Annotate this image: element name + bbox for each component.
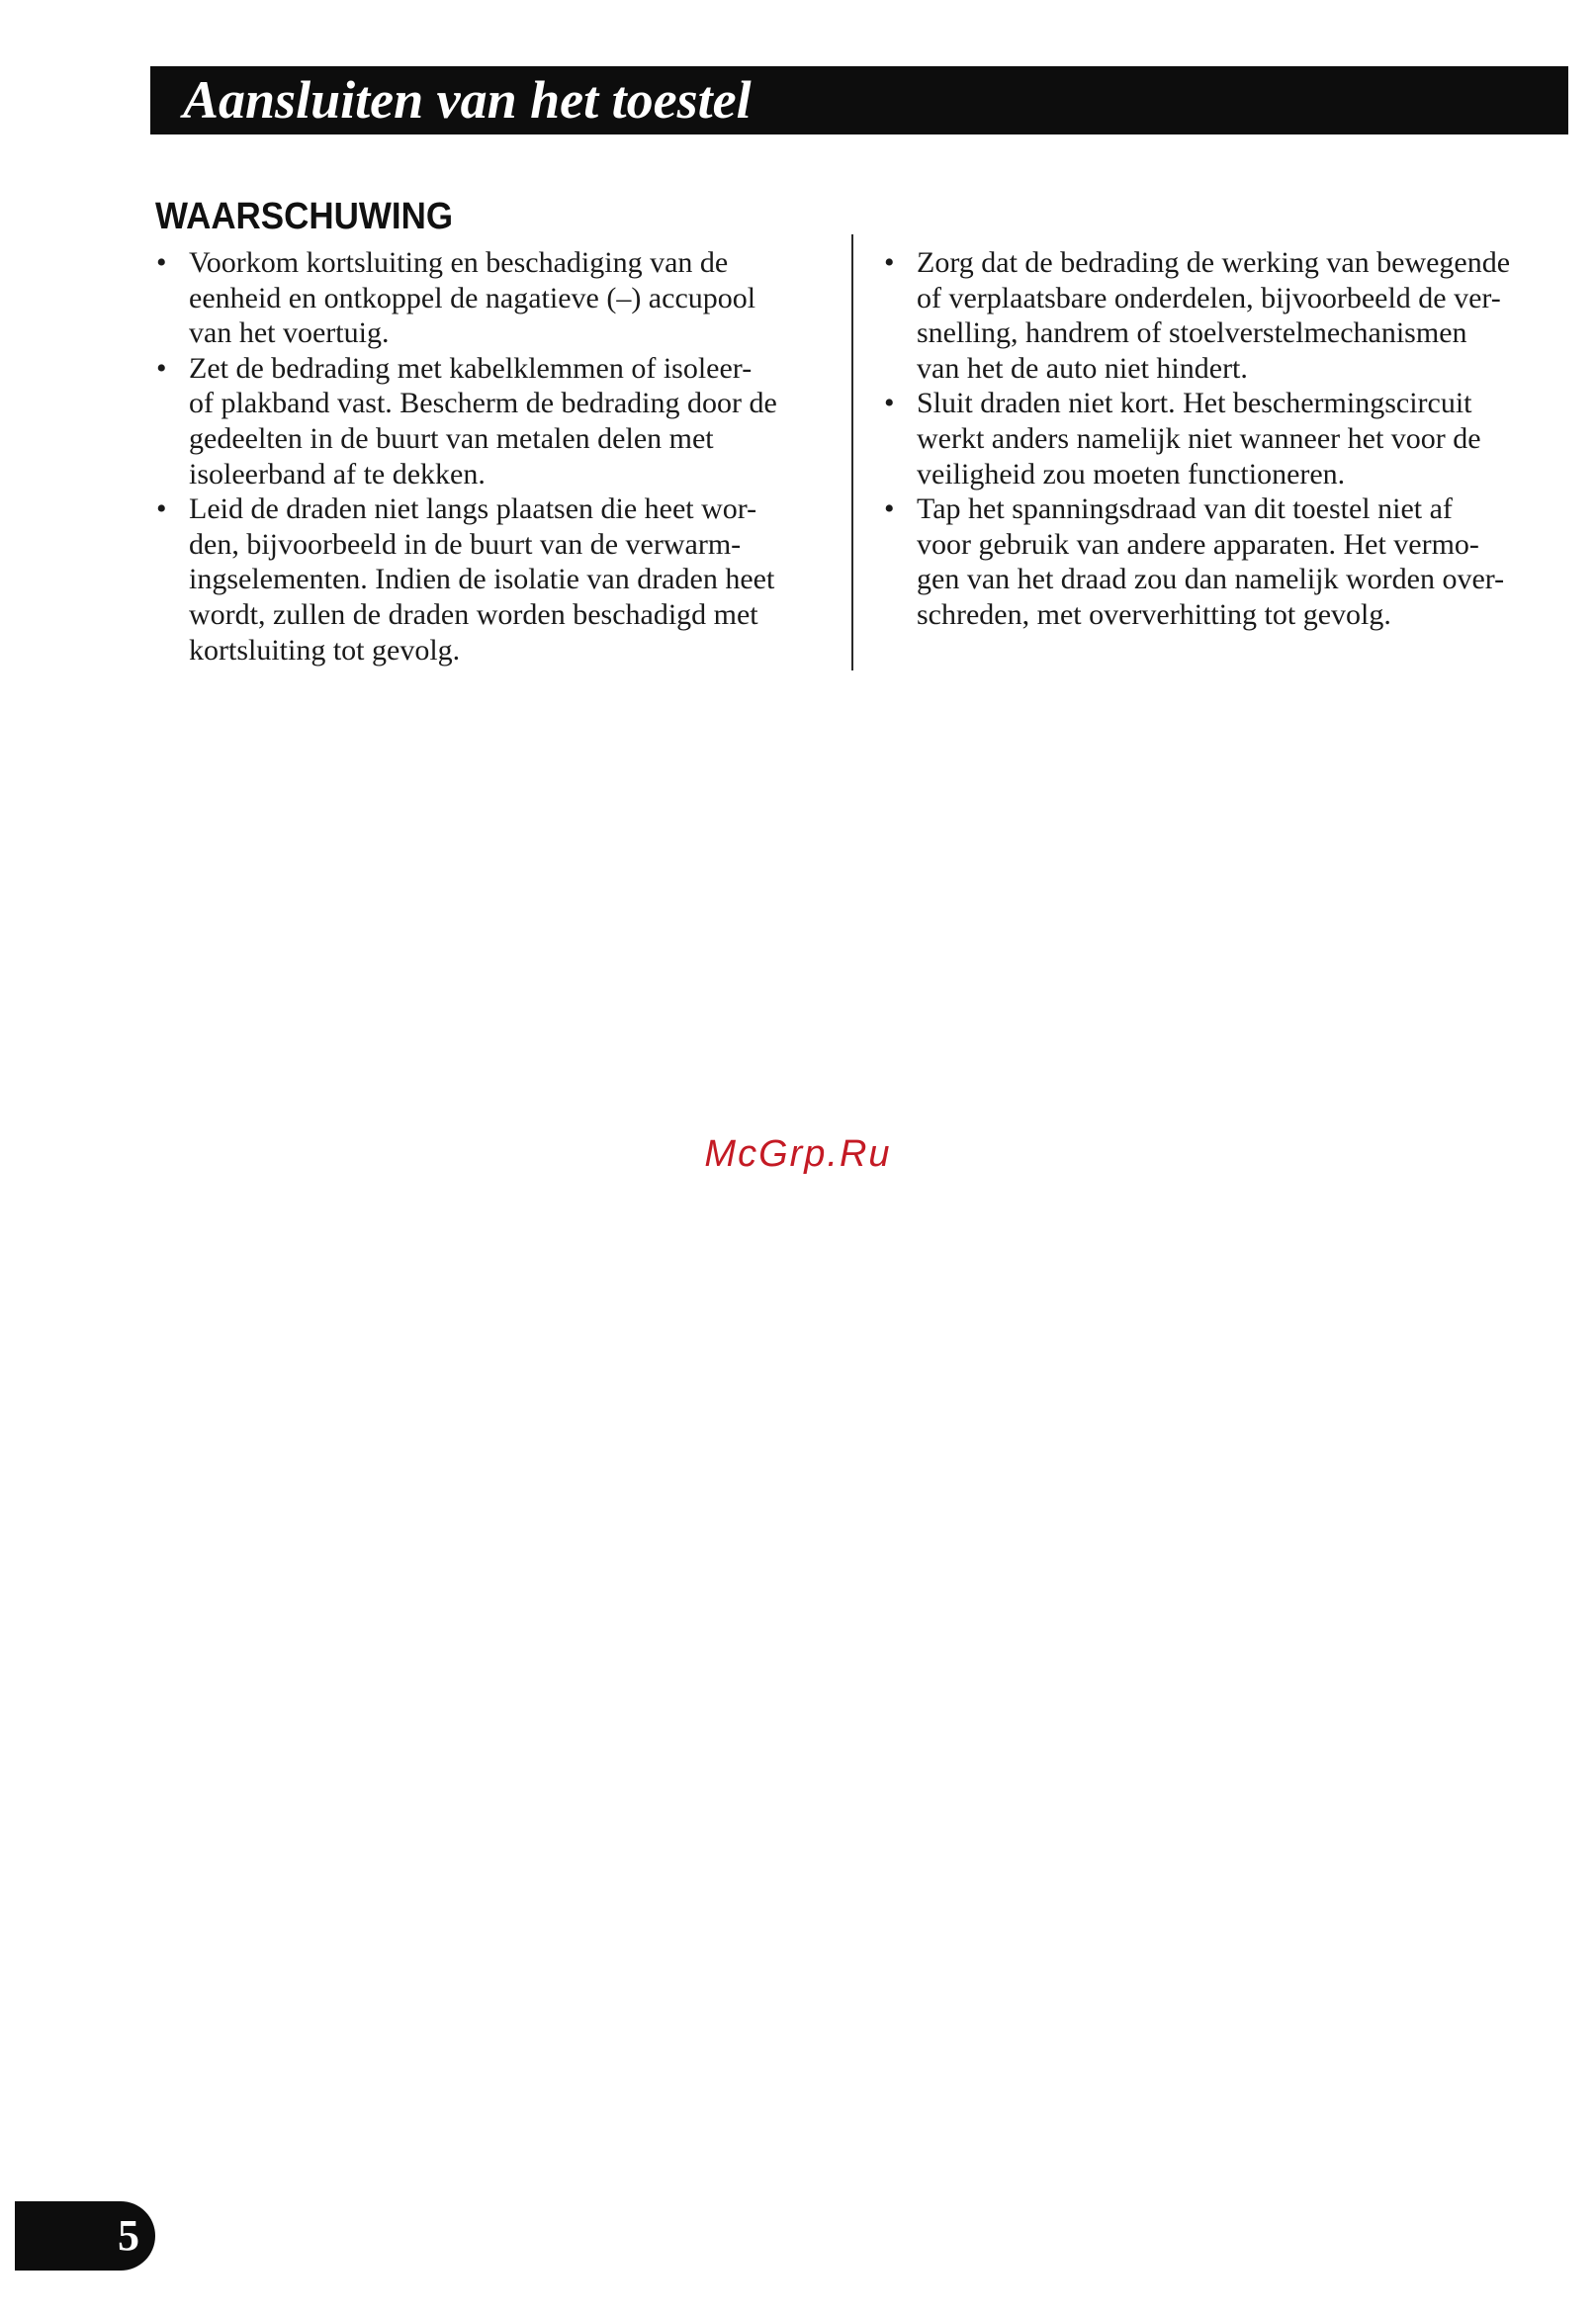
left-column-warning-list	[150, 245, 833, 668]
watermark-text: McGrp.Ru	[704, 1133, 892, 1175]
text-line: isoleerband af te dekken.	[189, 457, 486, 490]
bullet-icon: •	[156, 492, 167, 526]
header-bar	[150, 66, 1568, 134]
text-line: Zet de bedrading met kabelklemmen of isoleer-	[189, 351, 753, 385]
text-line: ingselementen. Indien de isolatie van draden heet	[189, 563, 775, 596]
list-item	[150, 351, 833, 491]
bullet-icon: •	[156, 351, 167, 385]
bullet-icon: •	[884, 387, 895, 420]
text-line: den, bijvoorbeeld in de buurt van de verwarm-	[189, 527, 742, 561]
text-line: van het voertuig.	[189, 316, 390, 350]
page-title: Aansluiten van het toestel	[183, 70, 752, 130]
page-number: 5	[118, 2211, 139, 2260]
text-line: wordt, zullen de draden worden beschadigd met	[189, 597, 758, 631]
bullet-icon: •	[156, 246, 167, 279]
warning-heading: WAARSCHUWING	[155, 196, 454, 237]
text-line: voor gebruik van andere apparaten. Het vermo-	[917, 527, 1479, 561]
text-line: Sluit draden niet kort. Het beschermingscircuit	[917, 387, 1472, 420]
text-line: Zorg dat de bedrading de werking van bewegende	[917, 246, 1511, 279]
text-line: of verplaatsbare onderdelen, bijvoorbeeld de ver-	[917, 281, 1501, 314]
text-line: gedeelten in de buurt van metalen delen met	[189, 421, 714, 455]
list-item	[150, 491, 833, 668]
list-item	[878, 386, 1560, 491]
text-line: veiligheid zou moeten functioneren.	[917, 457, 1346, 490]
text-line: of plakband vast. Bescherm de bedrading door de	[189, 387, 777, 420]
column-divider	[851, 234, 853, 670]
text-line: Leid de draden niet langs plaatsen die heet wor-	[189, 492, 757, 526]
text-line: eenheid en ontkoppel de nagatieve (–) accupool	[189, 281, 756, 314]
list-item	[878, 245, 1560, 386]
bullet-icon: •	[884, 492, 895, 526]
text-line: van het de auto niet hindert.	[917, 351, 1248, 385]
list-item	[150, 245, 833, 351]
right-column-warning-list	[878, 245, 1560, 633]
text-line: schreden, met oververhitting tot gevolg.	[917, 597, 1391, 631]
text-line: werkt anders namelijk niet wanneer het voor de	[917, 421, 1481, 455]
page-number-tab	[15, 2201, 155, 2271]
list-item	[878, 491, 1560, 632]
text-line: gen van het draad zou dan namelijk worden over-	[917, 563, 1505, 596]
text-line: snelling, handrem of stoelverstelmechanismen	[917, 316, 1467, 350]
bullet-icon: •	[884, 246, 895, 279]
text-line: Tap het spanningsdraad van dit toestel niet af	[917, 492, 1453, 526]
text-line: kortsluiting tot gevolg.	[189, 633, 461, 667]
text-line: Voorkom kortsluiting en beschadiging van de	[189, 246, 729, 279]
